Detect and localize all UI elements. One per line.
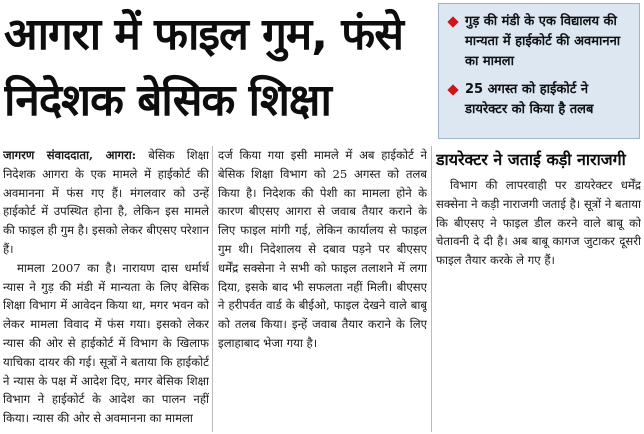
headline-line-1: आगरा में फाइल गुम, फंसे: [4, 9, 403, 60]
article-column-2: [218, 146, 427, 432]
paragraph-3: विभाग की लापरवाही पर डायरेक्टर धर्मेंद्र सक्सेना ने कड़ी नाराजगी जताई है। सूत्रों ने बताया कि बीएसए ने फाइल डील करने वाले बाबू को चेतावनी दे दी है। अब बाबू कागज जुटाकर दूसरी फाइल तैयार करके ले गए हैं।: [436, 178, 641, 268]
highlight-text: गुड़ की मंडी के एक विद्यालय की मान्यता में हाईकोर्ट की अवमानना का मामला: [465, 14, 621, 69]
red-diamond-bullet-icon: [447, 16, 458, 27]
highlight-item: [445, 12, 633, 72]
paragraph-2-continued: दर्ज किया गया इसी मामले में अब हाईकोर्ट ने बेसिक शिक्षा विभाग को 25 अगस्त को तलब किया है। निदेशक की पेशी का मामला होने के कारण बीएसए आगरा से जवाब तैयार कराने के लिए फाइल मांगी गई, लेकिन कार्यालय से फाइल गुम थी। निदेशालय से दबाव पड़ने पर बीएसए धर्मेंद्र सक्सेना ने सभी को फाइल तलाशने में लगा दिया, इसके बाद भी सफलता नहीं मिली। बीएसए ने हरीपर्वत वार्ड के बीईओ, फाइल देखने वाले बाबू को तलब किया। इन्हें जवाब तैयार कराने के लिए इलाहाबाद भेजा गया है।: [218, 148, 427, 350]
article-column-1: [3, 146, 209, 432]
column-divider: [431, 146, 432, 432]
subheading: डायरेक्टर ने जताई कड़ी नाराजगी: [436, 150, 626, 169]
highlight-text: 25 अगस्त को हाईकोर्ट ने डायरेक्टर को किया है तलब: [465, 82, 594, 117]
paragraph-2: मामला 2007 का है। नारायण दास धर्मार्थ न्यास ने गुड़ की मंडी में मान्यता के लिए बेसिक शिक्षा विभाग में आवेदन किया था, मगर भवन को लेकर मामला विवाद में फंस गया। इसको लेकर न्यास की ओर से हाईकोर्ट में विभाग के खिलाफ याचिका दायर की गई। सूत्रों ने बताया कि हाईकोर्ट ने न्यास के पक्ष में आदेश दिए, मगर बेसिक शिक्षा विभाग ने हाईकोर्ट के आदेश का पालन नहीं किया। न्यास की ओर से अवमानना का मामला: [3, 260, 209, 426]
article-column-3: [436, 146, 641, 432]
headline: [4, 2, 434, 134]
column-divider: [212, 146, 213, 432]
red-diamond-bullet-icon: [447, 84, 458, 95]
byline: जागरण संवाददाता, आगरा:: [3, 148, 137, 162]
article-intro: [3, 146, 209, 259]
headline-line-2: निदेशक बेसिक शिक्षा: [4, 75, 331, 126]
highlight-item: [445, 80, 633, 120]
highlights-box: [438, 3, 640, 139]
paragraph-1: बेसिक शिक्षा निदेशक आगरा के एक मामले में हाईकोर्ट की अवमानना में फंस गए हैं। मंगलवार को उन्हें हाईकोर्ट में उपस्थित होना है, लेकिन इस मामले की फाइल ही गुम है। इसको लेकर बीएसए परेशान हैं।: [3, 148, 209, 256]
